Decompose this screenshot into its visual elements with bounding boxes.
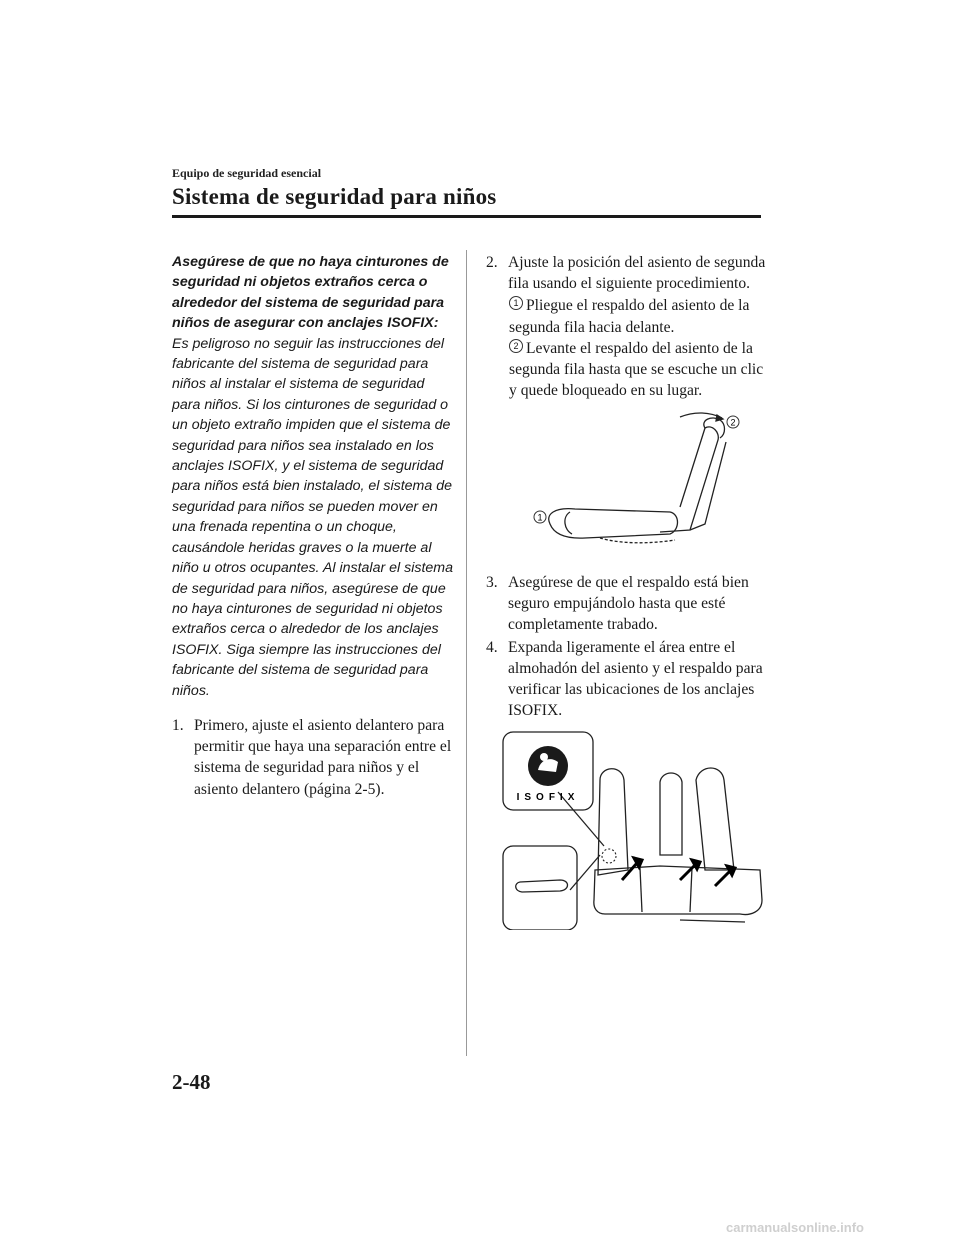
callout-marker: 2 xyxy=(509,339,523,353)
page-number: 2-48 xyxy=(172,1070,211,1094)
column-divider xyxy=(466,250,467,1056)
figure-callout: 1 xyxy=(537,512,543,523)
warning-block xyxy=(172,252,454,701)
steps-right xyxy=(486,572,771,722)
step-2 xyxy=(486,252,771,294)
substep-text: Levante el respaldo del asiento de la segunda fila hasta que se escuche un clic y quede bloqueado en su lugar. xyxy=(509,339,764,400)
step-text: Asegúrese de que el respaldo está bien seguro empujándolo hasta que esté completamente trabado. xyxy=(508,574,749,634)
figure-callout: 2 xyxy=(730,417,736,428)
step-number: 3. xyxy=(486,574,498,591)
left-column xyxy=(172,252,454,801)
isofix-label: ISOFIX xyxy=(516,792,580,803)
watermark: carmanualsonline.info xyxy=(726,1220,864,1235)
chapter-title: Sistema de seguridad para niños xyxy=(172,184,497,209)
section-label: Equipo de seguridad esencial xyxy=(172,166,322,180)
step-3 xyxy=(486,572,771,636)
steps-left xyxy=(172,715,454,800)
right-column xyxy=(486,252,771,401)
step-4 xyxy=(486,637,771,722)
callout-marker: 1 xyxy=(509,296,523,310)
warning-body: Es peligroso no seguir las instrucciones del fabricante del sistema de seguridad para niños al instalar el sistema de seguridad para niños. Si los cinturones de seguridad o un objeto extraño impiden que el sistema de seguridad para niños sea instalado en los anclajes ISOFIX, y el sistema de seguridad para niños está bien instalado, el sistema de seguridad para niños se pueden mover en una frenada repentina o un choque, causándole heridas graves o la muerte al niño u otros ocupantes. Al instalar el sistema de seguridad para niños, asegúrese de que no haya cinturones de seguridad ni objetos extraños cerca o alrededor de los anclajes ISOFIX. Siga siempre las instrucciones del fabricante del sistema de seguridad para niños. xyxy=(172,335,454,699)
step-1 xyxy=(172,715,454,800)
substep-2 xyxy=(486,338,771,402)
step-number: 2. xyxy=(486,254,498,271)
step-number: 1. xyxy=(172,716,184,734)
seat-fold-figure xyxy=(530,412,765,562)
step-text: Ajuste la posición del asiento de segunda fila usando el siguiente procedimiento. xyxy=(508,254,766,293)
isofix-anchor-figure xyxy=(500,730,782,930)
substep-1 xyxy=(486,295,771,337)
step-text: Expanda ligeramente el área entre el almohadón del asiento y el respaldo para verificar las ubicaciones de los anclajes ISOFIX. xyxy=(508,638,763,720)
title-rule xyxy=(172,215,761,218)
step-number: 4. xyxy=(486,638,498,656)
warning-lead: Asegúrese de que no haya cinturones de seguridad ni objetos extraños cerca o alrededor del sistema de seguridad para niños de asegurar con anclajes ISOFIX: xyxy=(172,254,449,332)
substep-text: Pliegue el respaldo del asiento de la segunda fila hacia delante. xyxy=(509,297,750,336)
step-text: Primero, ajuste el asiento delantero para permitir que haya una separación entre el sistema de seguridad para niños y el asiento delantero (página 2-5). xyxy=(194,716,452,798)
isofix-icon xyxy=(517,746,580,803)
